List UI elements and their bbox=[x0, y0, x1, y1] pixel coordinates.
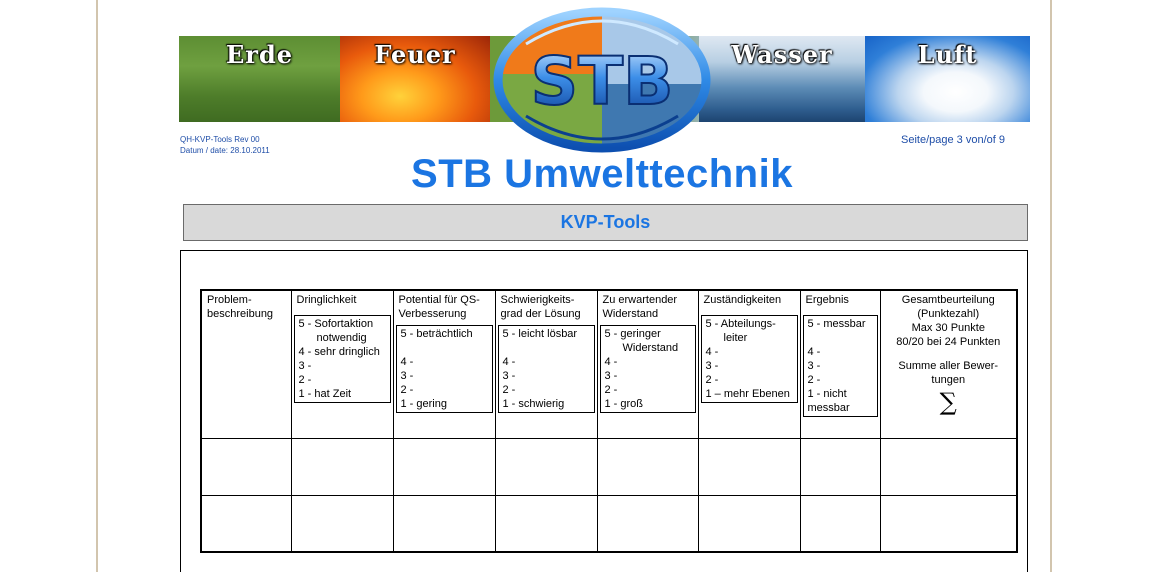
logo-text: STB bbox=[530, 43, 674, 120]
document-meta bbox=[180, 134, 270, 156]
col-potential-header: Potential für QS- Verbesserung bbox=[398, 294, 480, 320]
page-margin-left bbox=[0, 0, 98, 572]
scale-line: 1 - nicht bbox=[807, 388, 847, 400]
scale-line: 3 - bbox=[502, 370, 516, 382]
table-cell[interactable] bbox=[291, 438, 393, 495]
summary-sum-label: Summe aller Bewer- bbox=[898, 360, 999, 372]
scale-line: leiter bbox=[723, 332, 748, 344]
scale-line: 4 - bbox=[502, 356, 516, 368]
scale-line: 1 - hat Zeit bbox=[298, 388, 352, 400]
table-cell[interactable] bbox=[597, 438, 698, 495]
col-dringlichkeit-header: Dringlichkeit bbox=[296, 294, 357, 306]
scale-line: notwendig bbox=[316, 332, 367, 344]
banner-label-feuer: Feuer bbox=[374, 40, 456, 69]
scale-line: 3 - bbox=[400, 370, 414, 382]
table-cell[interactable] bbox=[880, 495, 1017, 552]
col-widerstand-header: Zu erwartender Widerstand bbox=[602, 294, 678, 320]
scale-line: 2 - bbox=[400, 384, 414, 396]
scale-line: 4 - sehr dringlich bbox=[298, 346, 380, 358]
scale-box-dringlichkeit bbox=[294, 315, 391, 403]
scale-line: Widerstand bbox=[622, 342, 679, 354]
banner-tile-wasser bbox=[699, 36, 865, 122]
kvp-evaluation-table bbox=[200, 289, 1018, 553]
table-cell[interactable] bbox=[880, 438, 1017, 495]
table-header-row bbox=[201, 290, 1017, 438]
banner-tile-luft bbox=[865, 36, 1030, 122]
summary-spacer bbox=[886, 349, 1012, 359]
scale-box-widerstand bbox=[600, 325, 696, 413]
table-cell[interactable] bbox=[800, 495, 880, 552]
summary-header: Gesamtbeurteilung bbox=[901, 294, 995, 306]
scale-line: 5 - leicht lösbar bbox=[502, 328, 578, 340]
col-ergebnis-header: Ergebnis bbox=[805, 294, 849, 306]
col-ergebnis bbox=[800, 290, 880, 438]
scale-line: 2 - bbox=[705, 374, 719, 386]
scale-line: 4 - bbox=[604, 356, 618, 368]
scale-line: 3 - bbox=[298, 360, 312, 372]
col-problem bbox=[201, 290, 291, 438]
scale-line: 3 - bbox=[705, 360, 719, 372]
scale-line: 5 - messbar bbox=[807, 318, 866, 330]
page-number: Seite/page 3 von/of 9 bbox=[901, 134, 1005, 146]
scale-spacer bbox=[808, 331, 873, 345]
table-row bbox=[201, 438, 1017, 495]
scale-line: 1 - groß bbox=[604, 398, 644, 410]
section-title: KVP-Tools bbox=[183, 204, 1028, 241]
banner-label-erde: Erde bbox=[226, 40, 293, 69]
scale-line: 2 - bbox=[502, 384, 516, 396]
banner-tile-erde bbox=[179, 36, 340, 122]
col-widerstand bbox=[597, 290, 698, 438]
scale-line: 5 - Abteilungs- bbox=[705, 318, 776, 330]
table-cell[interactable] bbox=[800, 438, 880, 495]
banner-label-wasser: Wasser bbox=[731, 40, 833, 69]
col-problem-header: Problem- beschreibung bbox=[207, 294, 274, 320]
col-zustaendigkeiten bbox=[698, 290, 800, 438]
summary-sum-label: tungen bbox=[931, 374, 966, 386]
document-date: Datum / date: 28.10.2011 bbox=[180, 146, 270, 155]
scale-line: 2 - bbox=[298, 374, 312, 386]
scale-box-zustaendigkeiten bbox=[701, 315, 798, 403]
scale-box-potential bbox=[396, 325, 493, 413]
col-potential bbox=[393, 290, 495, 438]
col-schwierigkeit bbox=[495, 290, 597, 438]
table-cell[interactable] bbox=[393, 438, 495, 495]
banner-tile-feuer bbox=[340, 36, 490, 122]
table-cell[interactable] bbox=[495, 495, 597, 552]
document-id: QH-KVP-Tools Rev 00 bbox=[180, 135, 260, 144]
scale-line: 5 - beträchtlich bbox=[400, 328, 473, 340]
table-cell[interactable] bbox=[495, 438, 597, 495]
page-margin-right bbox=[1050, 0, 1164, 572]
company-name: STB Umwelttechnik bbox=[411, 152, 793, 196]
summary-sub: (Punktezahl) bbox=[917, 308, 980, 320]
scale-line: 1 - schwierig bbox=[502, 398, 565, 410]
scale-line: 1 – mehr Ebenen bbox=[705, 388, 790, 400]
scale-box-schwierigkeit bbox=[498, 325, 595, 413]
scale-box-ergebnis bbox=[803, 315, 878, 417]
sigma-icon: ∑ bbox=[939, 388, 957, 416]
scale-line: 4 - bbox=[400, 356, 414, 368]
table-cell[interactable] bbox=[201, 438, 291, 495]
table-cell[interactable] bbox=[698, 495, 800, 552]
stb-logo-icon bbox=[488, 4, 716, 154]
col-dringlichkeit bbox=[291, 290, 393, 438]
scale-line: 5 - Sofortaktion bbox=[298, 318, 374, 330]
table-cell[interactable] bbox=[597, 495, 698, 552]
scale-line: 4 - bbox=[705, 346, 719, 358]
scale-line: 4 - bbox=[807, 346, 821, 358]
table-cell[interactable] bbox=[393, 495, 495, 552]
table-cell[interactable] bbox=[698, 438, 800, 495]
summary-ratio: 80/20 bei 24 Punkten bbox=[896, 336, 1001, 348]
scale-line: messbar bbox=[807, 402, 850, 414]
scale-line: 3 - bbox=[604, 370, 618, 382]
table-row bbox=[201, 495, 1017, 552]
scale-line: 1 - gering bbox=[400, 398, 447, 410]
col-schwierigkeit-header: Schwierigkeits- grad der Lösung bbox=[500, 294, 581, 320]
summary-max: Max 30 Punkte bbox=[911, 322, 985, 334]
col-gesamtbeurteilung bbox=[880, 290, 1017, 438]
col-zustaendigkeiten-header: Zuständigkeiten bbox=[703, 294, 782, 306]
banner-label-luft: Luft bbox=[917, 40, 978, 69]
scale-line: 5 - geringer bbox=[604, 328, 661, 340]
scale-line: 3 - bbox=[807, 360, 821, 372]
scale-line: 2 - bbox=[807, 374, 821, 386]
table-cell[interactable] bbox=[291, 495, 393, 552]
scale-line: 2 - bbox=[604, 384, 618, 396]
table-cell[interactable] bbox=[201, 495, 291, 552]
scale-spacer bbox=[503, 341, 590, 355]
scale-spacer bbox=[401, 341, 488, 355]
